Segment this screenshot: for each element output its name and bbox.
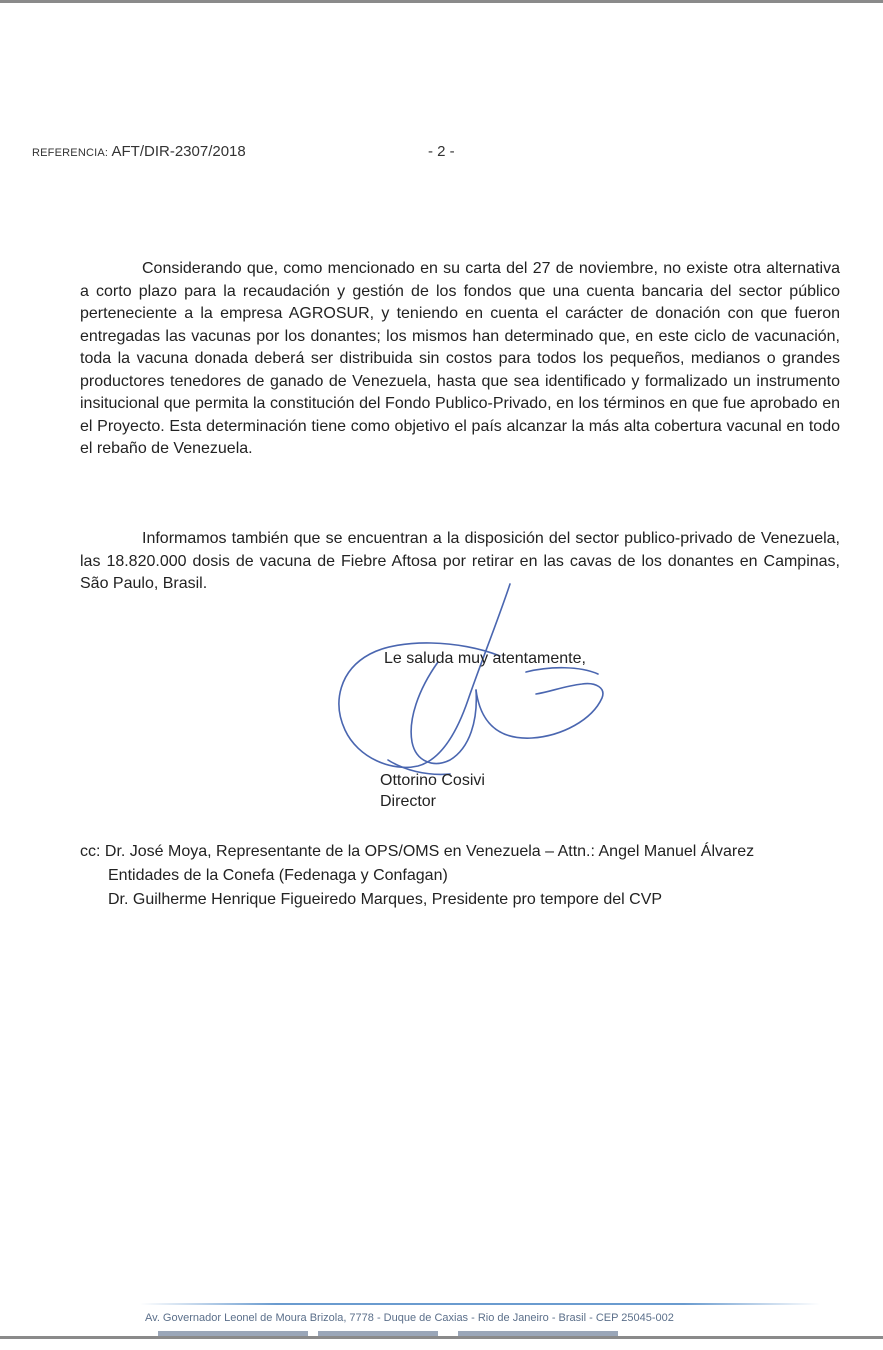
reference-number: AFT/DIR-2307/2018: [111, 143, 246, 160]
body-paragraph-2: Informamos también que se encuentran a la disposición del sector publico-privado de Venezuela, las 18.820.000 dosis de vacuna de Fiebre Aftosa por retirar en las cavas de los donantes en Campinas, São Paulo, Brasil.: [80, 530, 840, 592]
cc-line-1: cc: Dr. José Moya, Representante de la OPS/OMS en Venezuela – Attn.: Angel Manuel Álvarez: [80, 843, 755, 860]
handwritten-signature: [300, 570, 630, 790]
closing-salutation: Le saluda muy atentamente,: [384, 650, 586, 667]
reference-label: REFERENCIA:: [32, 147, 109, 159]
cc-line-2: Entidades de la Conefa (Fedenaga y Confagan): [108, 867, 448, 884]
page-number: - 2 -: [428, 143, 455, 160]
top-border-line: [0, 0, 883, 3]
cc-line-3: Dr. Guilherme Henrique Figueiredo Marques, Presidente pro tempore del CVP: [108, 891, 663, 908]
footer-address: Av. Governador Leonel de Moura Brizola, 7778 - Duque de Caxias - Rio de Janeiro - Brasil - CEP 25045-002: [145, 1312, 674, 1324]
reference-line: [32, 143, 246, 160]
signer-title: Director: [380, 793, 437, 810]
body-paragraph-1: Considerando que, como mencionado en su carta del 27 de noviembre, no existe otra alternativa a corto plazo para la recaudación y gestión de los fondos que una cuenta bancaria del sector público perteneciente a la empresa AGROSUR, y teniendo en cuenta el carácter de donación con que fueron entregadas las vacunas por los donantes; los mismos han determinado que, en este ciclo de vacunación, toda la vacuna donada deberá ser distribuida sin costos para todos los pequeños, medianos o grandes productores tenedores de ganado de Venezuela, hasta que sea identificado y formalizado un instrumento insitucional que permita la constitución del Fondo Publico-Privado, en los términos en que fue aprobado en el Proyecto. Esta determinación tiene como objetivo el país alcanzar la más alta cobertura vacunal en todo el rebaño de Venezuela.: [80, 260, 840, 457]
footer-divider: [140, 1303, 820, 1305]
cc-list: [80, 840, 880, 912]
bottom-border-line: [0, 1336, 883, 1339]
signer-name: Ottorino Cosivi: [380, 772, 485, 789]
